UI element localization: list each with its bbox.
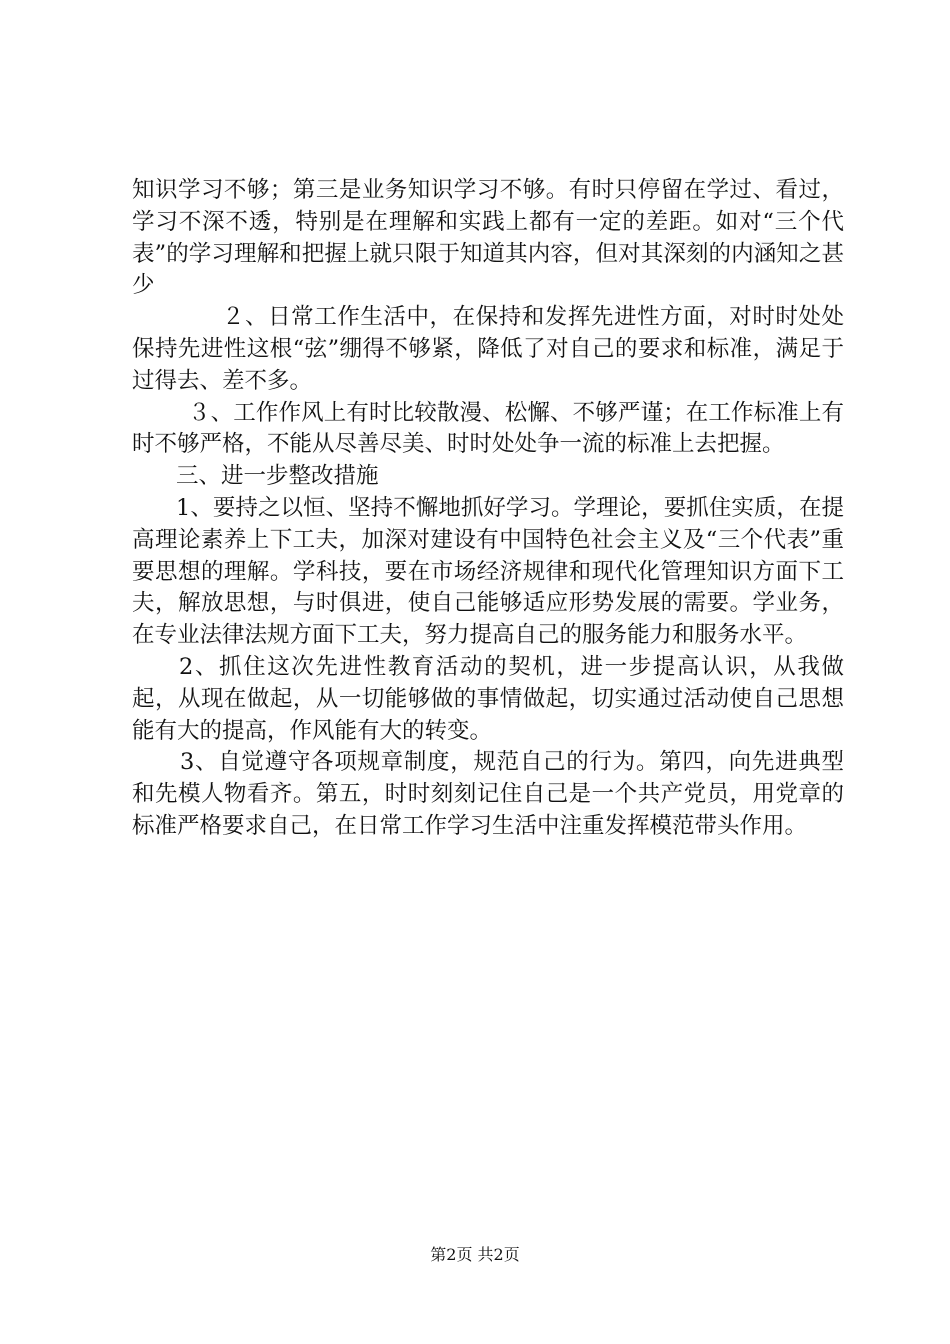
paragraph-item-2: ２、日常工作生活中，在保持和发挥先进性方面，对时时处处保持先进性这根“弦”绷得不够紧，降低了对自己的要求和标准，满足于过得去、差不多。 (132, 304, 844, 394)
paragraph-measure-3: 3、自觉遵守各项规章制度，规范自己的行为。第四，向先进典型和先模人物看齐。第五，时时刻刻记住自己是一个共产党员，用党章的标准严格要求自己，在日常工作学习生活中注重发挥模范带头作用。 (132, 749, 844, 839)
paragraph-measure-2: 2、抓住这次先进性教育活动的契机，进一步提高认识，从我做起，从现在做起，从一切能够做的事情做起，切实通过活动使自己思想能有大的提高，作风能有大的转变。 (132, 653, 844, 744)
paragraph-continued-text: 知识学习不够；第三是业务知识学习不够。有时只停留在学过、看过，学习不深不透，特别是在理解和实践上都有一定的差距。如对“三个代表”的学习理解和把握上就只限于知道其内容，但对其深刻的内涵知之甚少 (132, 177, 844, 299)
document-body (132, 175, 844, 843)
page-footer: 第2页 共2页 (430, 1245, 520, 1264)
paragraph-item-3: ３、工作作风上有时比较散漫、松懈、不够严谨；在工作标准上有时不够严格，不能从尽善尽美、时时处处争一流的标准上去把握。 (132, 399, 844, 458)
section-heading-measures: 三、进一步整改措施 (176, 463, 379, 490)
paragraph-measure-1: 1、要持之以恒、坚持不懈地抓好学习。学理论，要抓住实质，在提高理论素养上下工夫，加深对建设有中国特色社会主义及“三个代表”重要思想的理解。学科技，要在市场经济规律和现代化管理知识方面下工夫，解放思想，与时俱进，使自己能够适应形势发展的需要。学业务，在专业法律法规方面下工夫，努力提高自己的服务能力和服务水平。 (132, 494, 844, 649)
